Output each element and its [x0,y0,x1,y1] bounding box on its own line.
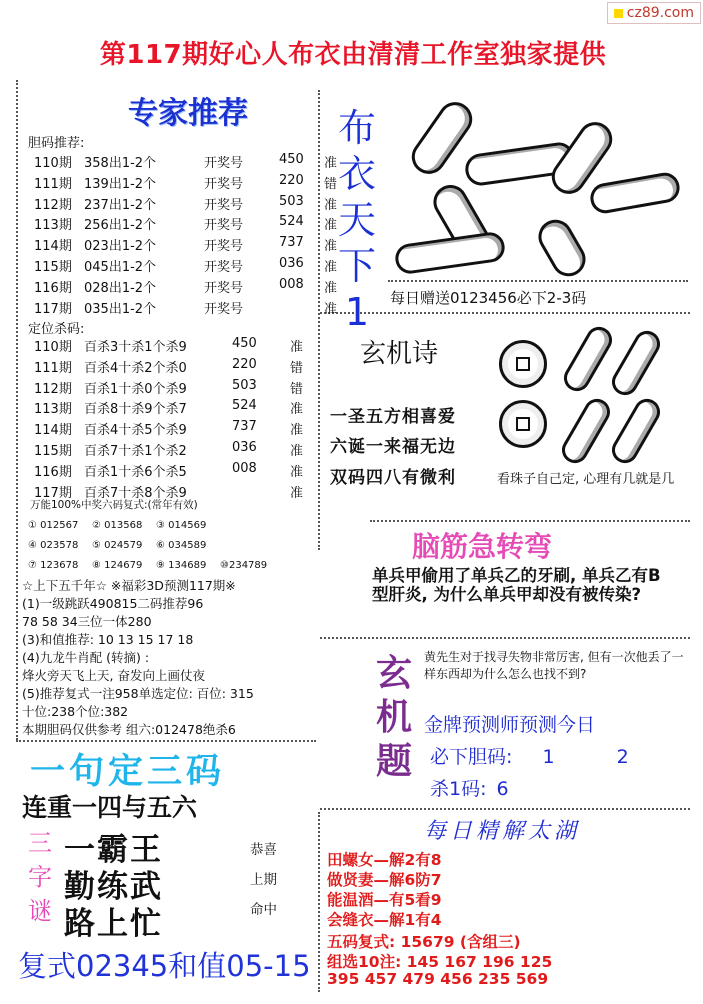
table-row: 117期 035出1-2个 开奖号 准 [34,301,338,317]
riddle-line: 勤练武 [64,869,163,905]
list-item: ④ 023578 ⑤ 024579 ⑥ 034589 [28,539,207,551]
dan-label: 胆码推荐: [28,136,85,151]
prediction-line: (1)一级跳跃490815二码推荐96 [22,596,204,611]
site-badge-text: cz89.com [626,5,694,21]
xuanji-title: 玄机题 [375,653,412,782]
one-sentence-title: 一句定三码 [30,752,226,792]
prediction-line: (4)九龙牛肖配 (转摘) : [22,650,150,665]
brain-teaser-question: 单兵甲偷用了单兵乙的牙刷, 单兵乙有B型肝炎, 为什么单兵甲却没有被传染? [372,566,661,604]
divider-line [318,812,320,992]
prediction-line: ☆上下五千年☆ ※福彩3D预测117期※ [22,578,236,593]
congrats-text: 上期 [250,872,277,888]
coin-icon [499,340,547,388]
coins-illustration [493,318,688,468]
poem-line: 双码四八有微利 [330,468,456,488]
daily-line: 做贤妻—解6防7 [327,871,442,889]
dan-table [34,152,354,318]
table-row: 113期 百杀8十杀9个杀7 524 准 [34,398,304,418]
divider-line [388,280,688,282]
kill-table [34,336,320,502]
prediction-line: 十位:238个位:382 [22,704,129,719]
left-border [16,80,18,740]
brain-teaser-title: 脑筋急转弯 [412,530,553,563]
gold-predictor-title: 金牌预测师预测今日 [424,714,596,736]
table-row: 113期 256出1-2个 开奖号 524 准 [34,214,338,234]
wanneng-title: 万能100%中奖六码复式:(常年有效) [30,499,198,511]
riddle-line: 路上忙 [64,906,163,942]
poem-hint: 看珠子自己定, 心理有几就是几 [497,472,675,487]
expert-title: 专家推荐 [128,96,248,131]
prediction-line: 烽火旁天飞上天, 奋发向上画仗夜 [22,668,205,683]
daily-line: 会缝衣—解1有4 [327,911,442,929]
table-row: 117期 百杀7十杀8个杀9 准 [34,485,304,501]
table-row: 112期 237出1-2个 开奖号 503 准 [34,193,338,213]
table-row: 112期 百杀1十杀0个杀9 503 错 [34,377,304,397]
list-item: ⑦ 123678 ⑧ 124679 ⑨ 134689 ⑩234789 [28,559,268,571]
table-row: 116期 百杀1十杀6个杀5 008 准 [34,460,304,480]
site-badge[interactable] [607,2,701,24]
divider-line [320,637,690,639]
daily-taihu-title: 每日精解太湖 [424,819,581,844]
table-row: 115期 百杀7十杀1个杀2 036 准 [34,439,304,459]
page-title: 第117期好心人布衣由清清工作室独家提供 [99,40,607,70]
daily-line: 组选10注: 145 167 196 125 [327,953,553,971]
fushi-banner: 复式02345和值05-15 [18,949,311,983]
daily-line: 395 457 479 456 235 569 [327,970,549,988]
prediction-block [22,576,254,738]
buyi-subtitle: 每日赠送0123456必下2-3码 [390,289,587,307]
table-row: 116期 028出1-2个 开奖号 008 准 [34,276,338,296]
riddle-label: 三字谜 [28,829,52,925]
poem-line: 一圣五方相喜爱 [330,407,456,427]
one-sentence-answer: 连重一四与五六 [22,793,198,822]
congrats-text: 恭喜 [250,842,277,858]
table-row: 115期 045出1-2个 开奖号 036 准 [34,255,338,275]
buyi-title: 布衣天下1 [337,106,376,334]
prediction-line: 78 58 34三位一体280 [22,614,152,629]
table-row: 114期 百杀4十杀5个杀9 737 准 [34,419,304,439]
square-icon [614,9,623,18]
wanneng-grid [28,515,284,575]
daily-line: 能温酒—有5看9 [327,891,442,909]
divider-line [16,740,316,742]
coin-icon [499,400,547,448]
daily-line: 五码复式: 15679 (含组三) [327,933,521,951]
divider-line [320,808,690,810]
daily-line: 田螺女—解2有8 [327,851,442,869]
kill-label: 定位杀码: [28,322,85,337]
kill-code: 杀1码: 6 [430,778,509,800]
divider-line [370,520,690,522]
bars-illustration [385,88,685,278]
xuanji-question: 黄先生对于找寻失物非常厉害, 但有一次他丢了一样东西却为什么怎么也找不到? [424,650,684,681]
congrats-text: 命中 [250,902,277,918]
table-row: 110期 百杀3十杀1个杀9 450 准 [34,336,304,355]
table-row: 114期 023出1-2个 开奖号 737 准 [34,235,338,255]
prediction-line: (5)推荐复式一注958单选定位: 百位: 315 [22,686,254,701]
prediction-line: 本期胆码仅供参考 组六:012478绝杀6 [22,722,236,737]
list-item: ① 012567 ② 013568 ③ 014569 [28,519,207,531]
prediction-line: (3)和值推荐: 10 13 15 17 18 [22,632,194,647]
must-dan-codes: 必下胆码: 1 2 [430,746,629,768]
table-row: 110期 358出1-2个 开奖号 450 准 [34,152,338,171]
table-row: 111期 139出1-2个 开奖号 220 错 [34,172,338,192]
table-row: 111期 百杀4十杀2个杀0 220 错 [34,356,304,376]
riddle-line: 一霸王 [64,832,163,868]
poem-line: 六诞一来福无边 [330,437,456,457]
poem-title: 玄机诗 [360,339,439,369]
